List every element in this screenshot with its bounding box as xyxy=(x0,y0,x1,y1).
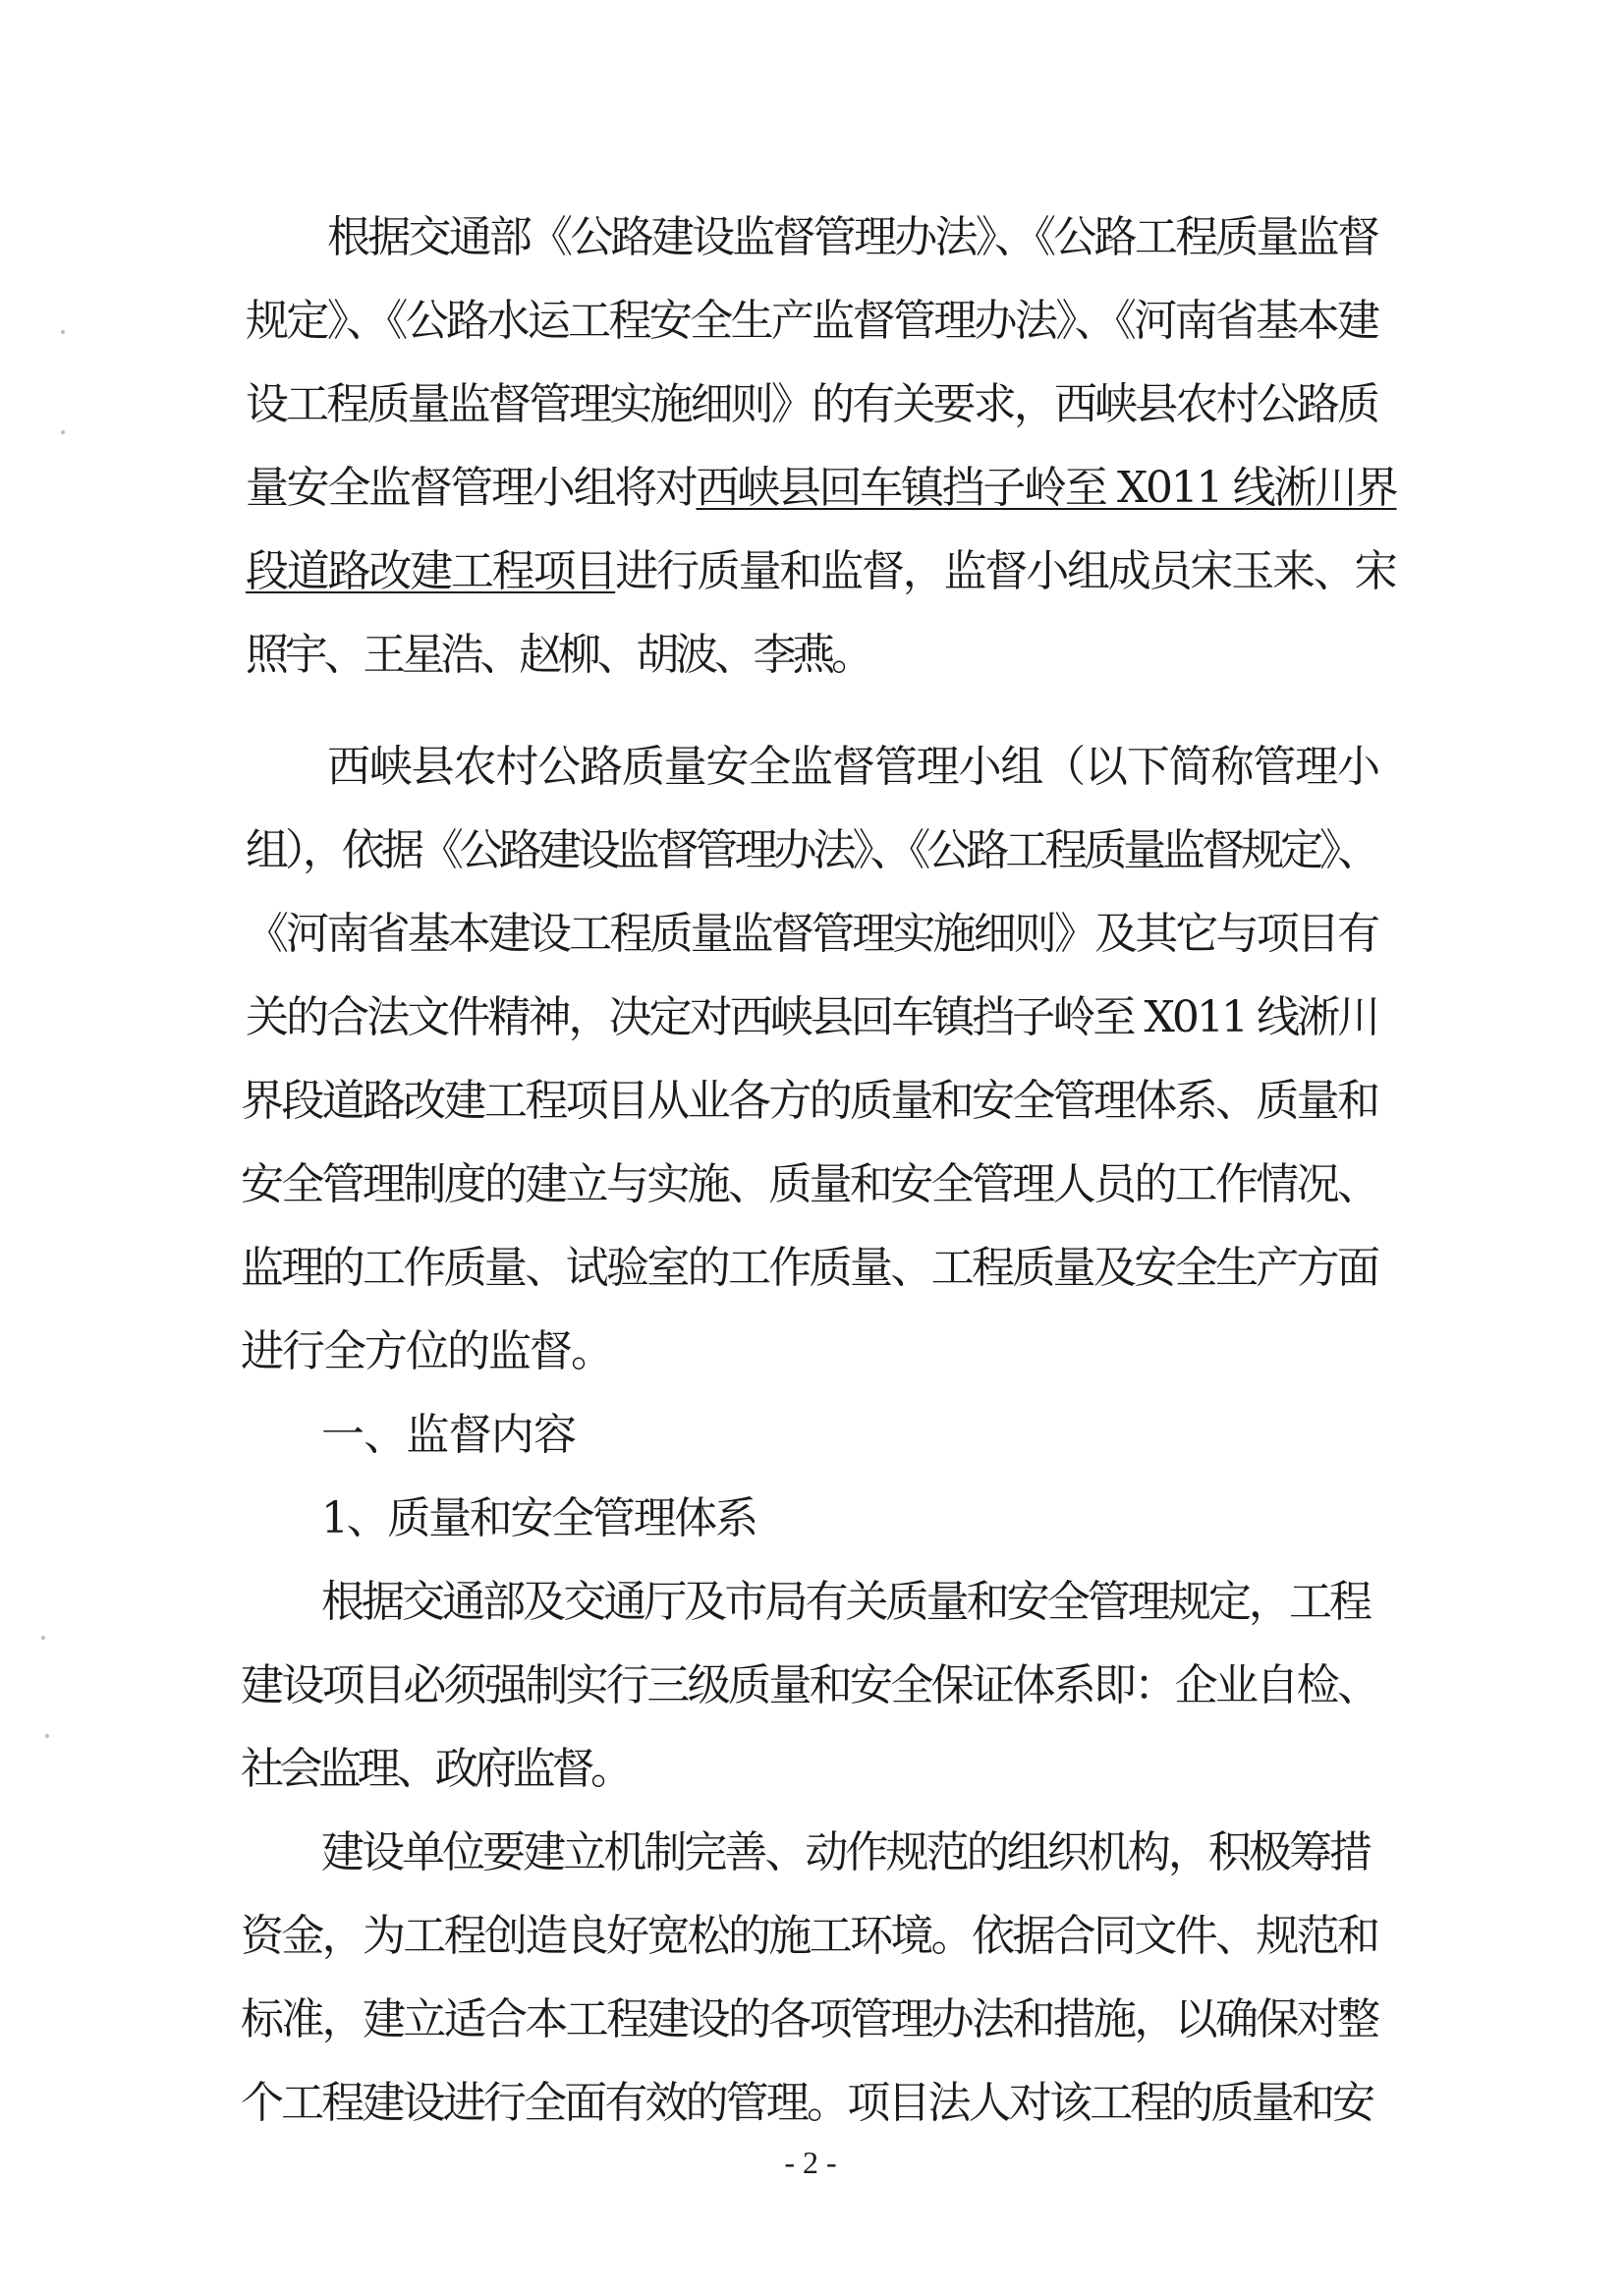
p4-line-1: 建设单位要建立机制完善、动作规范的组织机构，积极筹措 xyxy=(321,1827,1371,1877)
p1-line-4-prefix: 量安全监督管理小组将对 xyxy=(246,463,697,513)
p4-line-4: 个工程建设进行全面有效的管理。项目法人对该工程的质量和安 xyxy=(241,2078,1373,2128)
p1-line-5-suffix: 进行质量和监督，监督小组成员宋玉来、宋 xyxy=(615,546,1396,596)
p3-line-3: 社会监理、政府监督。 xyxy=(241,1744,630,1794)
scan-speck xyxy=(61,430,65,434)
scan-speck xyxy=(41,1636,45,1640)
scan-speck xyxy=(61,330,65,334)
p1-line-1: 根据交通部《公路建设监督管理办法》、《公路工程质量监督 xyxy=(327,212,1378,262)
p2-line-3: 《河南省基本建设工程质量监督管理实施细则》及其它与项目有 xyxy=(246,909,1378,959)
p3-line-2: 建设项目必须强制实行三级质量和安全保证体系即：企业自检、 xyxy=(241,1660,1378,1710)
p2-line-7: 监理的工作质量、试验室的工作质量、工程质量及安全生产方面 xyxy=(241,1243,1378,1293)
p2-line-4: 关的合法文件精神，决定对西峡县回车镇挡子岭至 X011 线淅川 xyxy=(246,992,1378,1042)
p1-line-6: 照宇、王星浩、赵柳、胡波、李燕。 xyxy=(246,630,870,680)
project-name-underlined-cont: 段道路改建工程项目 xyxy=(246,546,616,596)
p2-line-6: 安全管理制度的建立与实施、质量和安全管理人员的工作情况、 xyxy=(241,1159,1378,1209)
p2-line-2: 组），依据《公路建设监督管理办法》、《公路工程质量监督规定》、 xyxy=(246,825,1376,875)
p2-line-8: 进行全方位的监督。 xyxy=(241,1326,612,1376)
p1-line-4 xyxy=(246,460,1397,517)
page-number: - 2 - xyxy=(784,2145,837,2180)
p2-line-5: 界段道路改建工程项目从业各方的质量和安全管理体系、质量和 xyxy=(241,1076,1378,1126)
p2-line-1: 西峡县农村公路质量安全监督管理小组（以下简称管理小 xyxy=(327,742,1379,792)
p4-line-2: 资金，为工程创造良好宽松的施工环境。依据合同文件、规范和 xyxy=(241,1911,1378,1961)
scan-speck xyxy=(45,1734,49,1738)
p1-line-3: 设工程质量监督管理实施细则》的有关要求，西峡县农村公路质 xyxy=(246,379,1378,429)
p1-line-5 xyxy=(246,543,1395,600)
project-name-underlined: 西峡县回车镇挡子岭至 X011 线淅川界 xyxy=(696,463,1397,513)
p4-line-3: 标准，建立适合本工程建设的各项管理办法和措施，以确保对整 xyxy=(241,1994,1378,2044)
p1-line-2: 规定》、《公路水运工程安全生产监督管理办法》、《河南省基本建 xyxy=(246,296,1378,346)
subsection-heading: 1、质量和安全管理体系 xyxy=(321,1493,756,1543)
section-heading: 一、监督内容 xyxy=(321,1410,577,1460)
p3-line-1: 根据交通部及交通厅及市局有关质量和安全管理规定，工程 xyxy=(321,1577,1371,1627)
